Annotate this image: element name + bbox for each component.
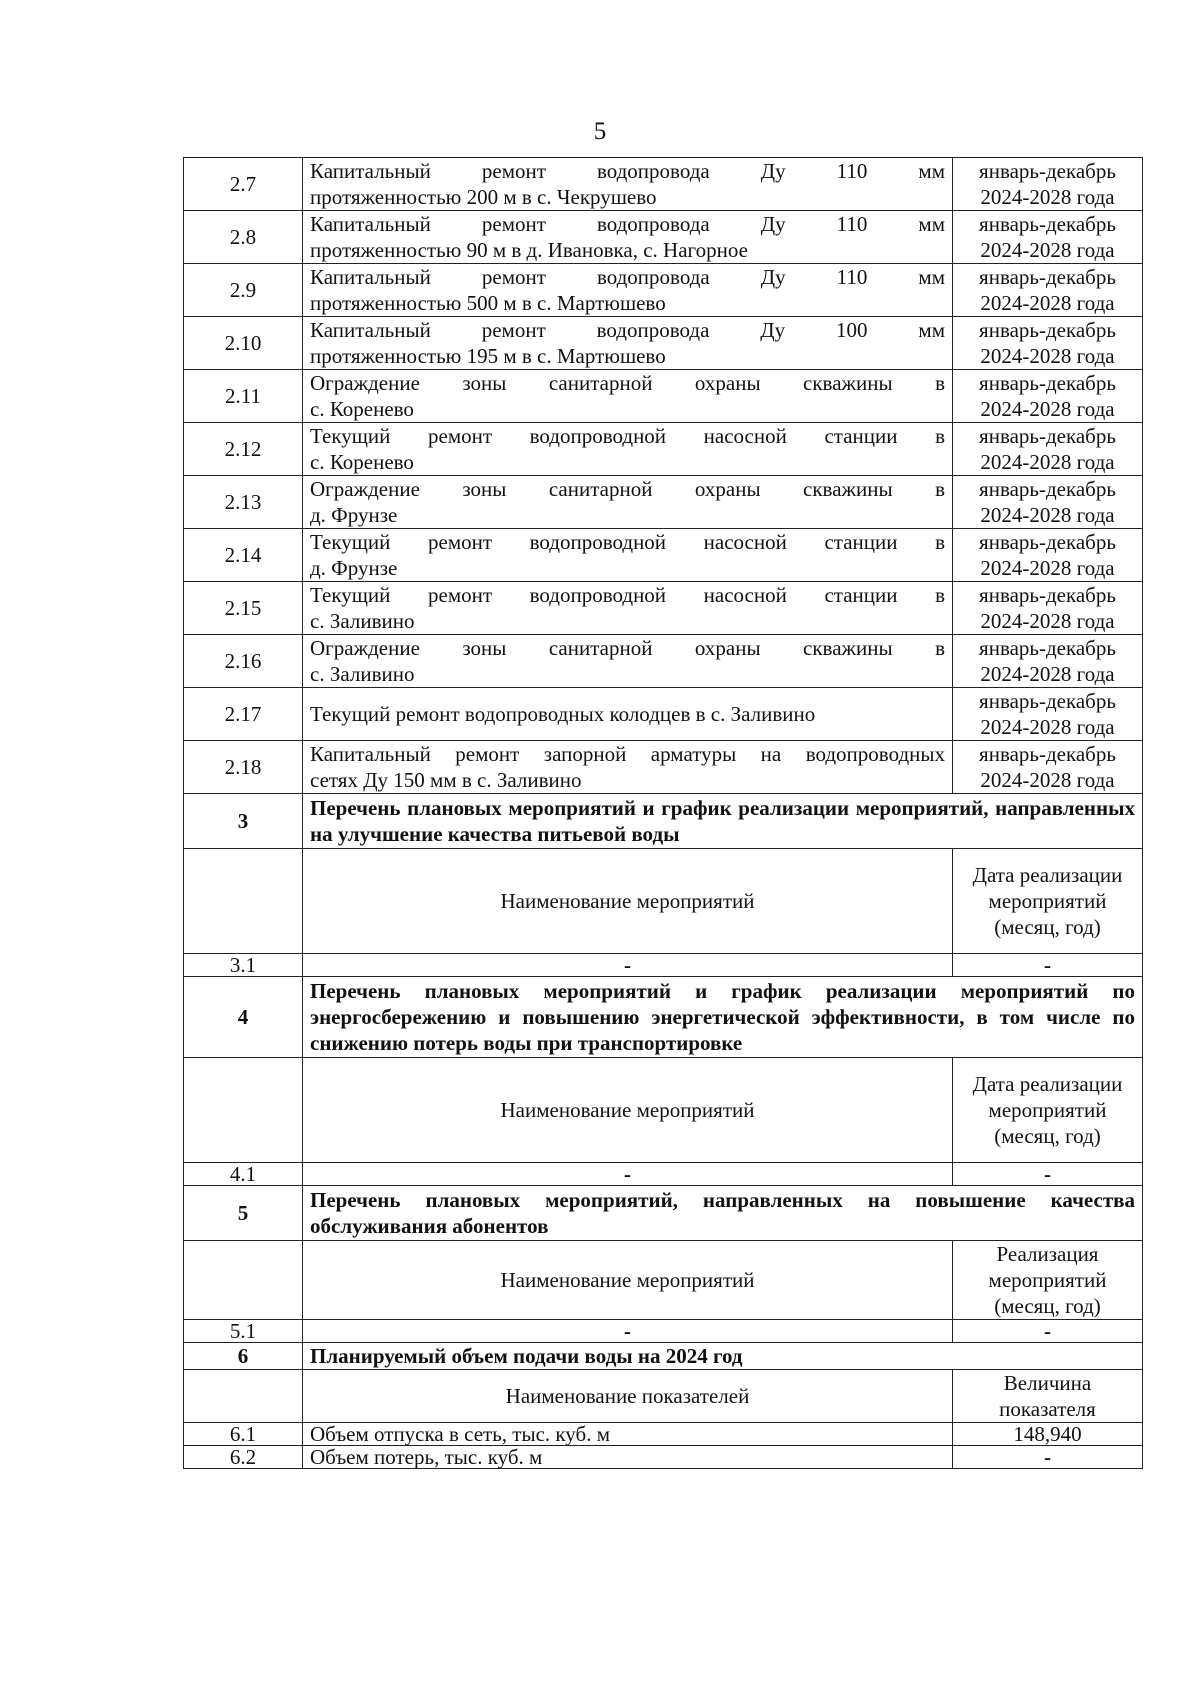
row-name-line2: протяженностью 90 м в д. Ивановка, с. Нагорное bbox=[310, 238, 748, 262]
row-date-line2: 2024-2028 года bbox=[980, 291, 1115, 315]
row-name-line1: Капитальный ремонт водопровода Ду 110 мм bbox=[310, 265, 945, 289]
row-date-line2: 2024-2028 года bbox=[980, 450, 1115, 474]
row-date-line1: январь-декабрь bbox=[979, 265, 1116, 289]
row-name bbox=[303, 211, 953, 264]
section-title: Перечень плановых мероприятий, направленных на повышение качества обслуживания абонентов bbox=[303, 1186, 1143, 1241]
row-number: 2.7 bbox=[184, 158, 303, 211]
section-number: 4 bbox=[184, 977, 303, 1058]
row-name: - bbox=[303, 1320, 953, 1343]
table-row bbox=[184, 582, 1143, 635]
row-number: 3.1 bbox=[184, 954, 303, 977]
row-date-line1: январь-декабрь bbox=[979, 212, 1116, 236]
row-date bbox=[953, 264, 1143, 317]
row-date: - bbox=[953, 954, 1143, 977]
section-number: 6 bbox=[184, 1343, 303, 1370]
row-name bbox=[303, 317, 953, 370]
row-date bbox=[953, 582, 1143, 635]
row-name-line1: Капитальный ремонт водопровода Ду 110 мм bbox=[310, 212, 945, 236]
row-number: 2.9 bbox=[184, 264, 303, 317]
column-header-date: Реализация мероприятий (месяц, год) bbox=[953, 1241, 1143, 1320]
row-date bbox=[953, 423, 1143, 476]
table-row bbox=[184, 211, 1143, 264]
row-date bbox=[953, 688, 1143, 741]
row-date-line2: 2024-2028 года bbox=[980, 715, 1115, 739]
empty-cell bbox=[184, 1058, 303, 1163]
row-name: - bbox=[303, 954, 953, 977]
row-name-line2: с. Коренево bbox=[310, 450, 414, 474]
row-name bbox=[303, 688, 953, 741]
row-name bbox=[303, 264, 953, 317]
row-date-line2: 2024-2028 года bbox=[980, 238, 1115, 262]
row-name bbox=[303, 370, 953, 423]
row-name-line2: с. Заливино bbox=[310, 662, 415, 686]
row-date-line2: 2024-2028 года bbox=[980, 768, 1115, 792]
row-date bbox=[953, 635, 1143, 688]
section-title: Перечень плановых мероприятий и график реализации мероприятий, направленных на улучшение качества питьевой воды bbox=[303, 794, 1143, 849]
column-header-name: Наименование показателей bbox=[303, 1370, 953, 1423]
row-date-line1: январь-декабрь bbox=[979, 742, 1116, 766]
row-number: 4.1 bbox=[184, 1163, 303, 1186]
row-date-line2: 2024-2028 года bbox=[980, 397, 1115, 421]
table-row bbox=[184, 741, 1143, 794]
row-value: 148,940 bbox=[953, 1423, 1143, 1446]
row-name-line1: Ограждение зоны санитарной охраны скважины в bbox=[310, 477, 945, 501]
row-date bbox=[953, 529, 1143, 582]
row-date bbox=[953, 476, 1143, 529]
row-name-line1: Текущий ремонт водопроводной насосной станции в bbox=[310, 583, 945, 607]
column-header-date: Дата реализации мероприятий (месяц, год) bbox=[953, 1058, 1143, 1163]
row-number: 5.1 bbox=[184, 1320, 303, 1343]
table-row bbox=[184, 370, 1143, 423]
row-date-line1: январь-декабрь bbox=[979, 477, 1116, 501]
row-name: Объем отпуска в сеть, тыс. куб. м bbox=[303, 1423, 953, 1446]
table-row bbox=[184, 264, 1143, 317]
row-name-line2: с. Коренево bbox=[310, 397, 414, 421]
table-row bbox=[184, 158, 1143, 211]
row-name-line2: протяженностью 195 м в с. Мартюшево bbox=[310, 344, 666, 368]
row-number: 2.13 bbox=[184, 476, 303, 529]
row-date-line2: 2024-2028 года bbox=[980, 609, 1115, 633]
row-name-line1: Капитальный ремонт запорной арматуры на водопроводных bbox=[310, 742, 945, 766]
activities-table bbox=[183, 157, 1143, 1469]
row-date-line1: январь-декабрь bbox=[979, 159, 1116, 183]
table-row bbox=[184, 635, 1143, 688]
row-number: 2.18 bbox=[184, 741, 303, 794]
row-name-line2: с. Заливино bbox=[310, 609, 415, 633]
empty-cell bbox=[184, 1241, 303, 1320]
row-date-line2: 2024-2028 года bbox=[980, 503, 1115, 527]
row-number: 2.14 bbox=[184, 529, 303, 582]
row-date: - bbox=[953, 1320, 1143, 1343]
row-name bbox=[303, 582, 953, 635]
row-number: 6.1 bbox=[184, 1423, 303, 1446]
row-date bbox=[953, 158, 1143, 211]
page-number: 5 bbox=[593, 118, 607, 145]
section-4 bbox=[184, 977, 1143, 1186]
table-row bbox=[184, 688, 1143, 741]
row-date-line2: 2024-2028 года bbox=[980, 185, 1115, 209]
row-date-line1: январь-декабрь bbox=[979, 689, 1116, 713]
column-header-name: Наименование мероприятий bbox=[303, 1058, 953, 1163]
row-date-line1: январь-декабрь bbox=[979, 371, 1116, 395]
section-title: Перечень плановых мероприятий и график реализации мероприятий по энергосбережению и повышению энергетической эффективности, в том числе по снижению потерь воды при транспортировке bbox=[303, 977, 1143, 1058]
row-name-line2: сетях Ду 150 мм в с. Заливино bbox=[310, 768, 582, 792]
works-rows bbox=[184, 158, 1143, 794]
row-name bbox=[303, 529, 953, 582]
section-title: Планируемый объем подачи воды на 2024 год bbox=[303, 1343, 1143, 1370]
row-number: 6.2 bbox=[184, 1446, 303, 1469]
row-number: 2.16 bbox=[184, 635, 303, 688]
row-date-line2: 2024-2028 года bbox=[980, 556, 1115, 580]
row-number: 2.8 bbox=[184, 211, 303, 264]
row-date-line2: 2024-2028 года bbox=[980, 344, 1115, 368]
row-value: - bbox=[953, 1446, 1143, 1469]
row-date-line1: январь-декабрь bbox=[979, 583, 1116, 607]
table-row bbox=[184, 529, 1143, 582]
row-name-line2: протяженностью 500 м в с. Мартюшево bbox=[310, 291, 666, 315]
row-date-line1: январь-декабрь bbox=[979, 636, 1116, 660]
section-3 bbox=[184, 794, 1143, 977]
row-number: 2.10 bbox=[184, 317, 303, 370]
empty-cell bbox=[184, 1370, 303, 1423]
row-number: 2.17 bbox=[184, 688, 303, 741]
section-5 bbox=[184, 1186, 1143, 1343]
row-name bbox=[303, 476, 953, 529]
row-date bbox=[953, 741, 1143, 794]
section-number: 3 bbox=[184, 794, 303, 849]
row-number: 2.11 bbox=[184, 370, 303, 423]
row-date-line1: январь-декабрь bbox=[979, 318, 1116, 342]
row-date-line1: январь-декабрь bbox=[979, 424, 1116, 448]
row-name: - bbox=[303, 1163, 953, 1186]
row-number: 2.15 bbox=[184, 582, 303, 635]
row-name-line2: д. Фрунзе bbox=[310, 556, 398, 580]
row-name bbox=[303, 158, 953, 211]
row-name-line1: Капитальный ремонт водопровода Ду 110 мм bbox=[310, 159, 945, 183]
table-row bbox=[184, 423, 1143, 476]
column-header-name: Наименование мероприятий bbox=[303, 849, 953, 954]
row-name-line1: Ограждение зоны санитарной охраны скважины в bbox=[310, 636, 945, 660]
row-name-line1: Текущий ремонт водопроводных колодцев в с. Заливино bbox=[310, 702, 816, 726]
empty-cell bbox=[184, 849, 303, 954]
row-name: Объем потерь, тыс. куб. м bbox=[303, 1446, 953, 1469]
row-date-line1: январь-декабрь bbox=[979, 530, 1116, 554]
section-6 bbox=[184, 1343, 1143, 1469]
row-name-line2: д. Фрунзе bbox=[310, 503, 398, 527]
row-name bbox=[303, 635, 953, 688]
row-date bbox=[953, 317, 1143, 370]
row-name-line1: Текущий ремонт водопроводной насосной станции в bbox=[310, 530, 945, 554]
row-name-line1: Текущий ремонт водопроводной насосной станции в bbox=[310, 424, 945, 448]
table-row bbox=[184, 476, 1143, 529]
column-header-date: Дата реализации мероприятий (месяц, год) bbox=[953, 849, 1143, 954]
row-name bbox=[303, 423, 953, 476]
row-number: 2.12 bbox=[184, 423, 303, 476]
row-date bbox=[953, 370, 1143, 423]
row-name-line2: протяженностью 200 м в с. Чекрушево bbox=[310, 185, 657, 209]
row-name-line1: Ограждение зоны санитарной охраны скважины в bbox=[310, 371, 945, 395]
row-name-line1: Капитальный ремонт водопровода Ду 100 мм bbox=[310, 318, 945, 342]
row-date bbox=[953, 211, 1143, 264]
row-date-line2: 2024-2028 года bbox=[980, 662, 1115, 686]
row-name bbox=[303, 741, 953, 794]
row-date: - bbox=[953, 1163, 1143, 1186]
section-number: 5 bbox=[184, 1186, 303, 1241]
column-header-name: Наименование мероприятий bbox=[303, 1241, 953, 1320]
column-header-value: Величина показателя bbox=[953, 1370, 1143, 1423]
table-row bbox=[184, 317, 1143, 370]
